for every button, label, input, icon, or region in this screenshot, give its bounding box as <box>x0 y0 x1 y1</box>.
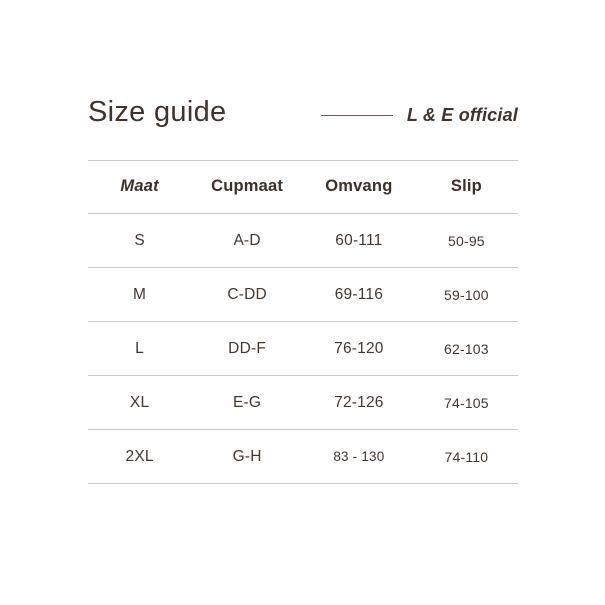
table-row <box>88 430 518 484</box>
cell-maat: M <box>88 268 191 322</box>
cell-cupmaat: E-G <box>191 376 303 430</box>
cell-slip: 74-110 <box>415 430 518 484</box>
brand-block <box>321 105 518 126</box>
table-row <box>88 268 518 322</box>
cell-omvang: 60-111 <box>303 214 415 268</box>
cell-omvang: 83 - 130 <box>303 430 415 484</box>
cell-cupmaat: DD-F <box>191 322 303 376</box>
table-row <box>88 376 518 430</box>
table-row <box>88 214 518 268</box>
cell-slip: 62-103 <box>415 322 518 376</box>
table-header-row-group <box>88 160 518 214</box>
table-row <box>88 322 518 376</box>
table-body <box>88 214 518 484</box>
cell-slip: 50-95 <box>415 214 518 268</box>
cell-omvang: 76-120 <box>303 322 415 376</box>
cell-cupmaat: G-H <box>191 430 303 484</box>
brand-name: L & E official <box>406 104 518 125</box>
column-header-cupmaat: Cupmaat <box>191 160 303 214</box>
cell-slip: 74-105 <box>415 376 518 430</box>
cell-omvang: 69-116 <box>303 268 415 322</box>
cell-maat: S <box>88 214 191 268</box>
cell-cupmaat: A-D <box>191 214 303 268</box>
cell-slip: 59-100 <box>415 268 518 322</box>
page-title: Size guide <box>88 95 227 128</box>
cell-cupmaat: C-DD <box>191 268 303 322</box>
column-header-maat: Maat <box>88 160 191 214</box>
cell-omvang: 72-126 <box>303 376 415 430</box>
size-table <box>88 160 518 484</box>
cell-maat: 2XL <box>88 430 191 484</box>
cell-maat: L <box>88 322 191 376</box>
column-header-omvang: Omvang <box>303 160 415 214</box>
table-header-row <box>88 160 518 214</box>
column-header-slip: Slip <box>415 160 518 214</box>
brand-divider <box>321 115 393 116</box>
page-header <box>88 88 518 136</box>
cell-maat: XL <box>88 376 191 430</box>
